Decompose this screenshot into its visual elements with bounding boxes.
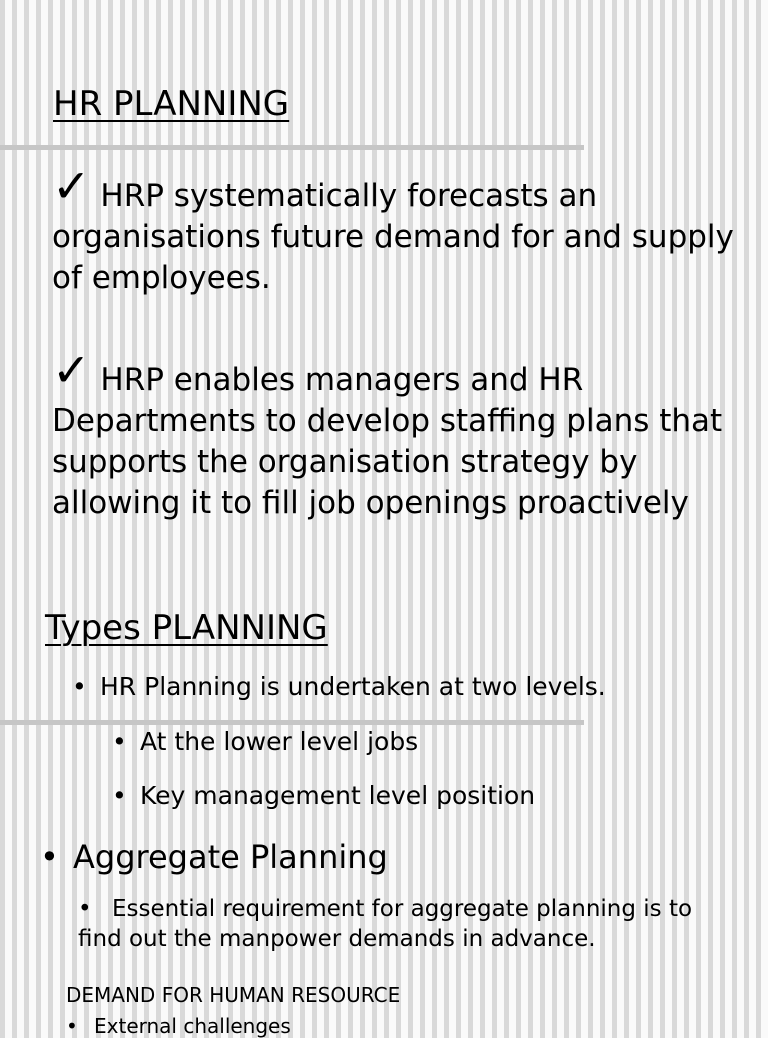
title-divider — [0, 145, 584, 150]
hrp-point-forecast — [52, 159, 752, 299]
title-divider — [0, 720, 584, 725]
slide-types-planning — [0, 576, 768, 1038]
bullet-text: At the lower level jobs — [140, 727, 419, 756]
bullet-icon: • — [78, 896, 92, 922]
bullet-text: HR Planning is undertaken at two levels. — [100, 672, 606, 701]
bullet-aggregate-planning — [40, 838, 388, 876]
point-text: HRP systematically forecasts an organisations future demand for and supply of employees. — [52, 178, 734, 296]
demand-heading: DEMAND FOR HUMAN RESOURCE — [66, 983, 401, 1007]
hrp-point-staffing — [52, 343, 752, 524]
checkmark-icon: ✓ — [52, 159, 91, 213]
bullet-lower-level — [112, 727, 418, 756]
bullet-two-levels — [72, 672, 606, 701]
bullet-text: Aggregate Planning — [73, 838, 388, 876]
aggregate-requirement — [78, 894, 718, 954]
slide-title: HR PLANNING — [53, 84, 290, 124]
checkmark-icon: ✓ — [52, 343, 91, 397]
bullet-key-management — [112, 781, 535, 810]
bullet-icon: • — [112, 727, 127, 756]
bullet-icon: • — [112, 781, 127, 810]
bullet-icon: • — [66, 1014, 78, 1038]
bullet-icon: • — [40, 838, 59, 876]
slide-title: Types PLANNING — [45, 608, 328, 648]
bullet-icon: • — [72, 672, 87, 701]
demand-item-external — [66, 1014, 291, 1038]
bullet-text: External challenges — [94, 1014, 291, 1038]
bullet-text: Key management level position — [140, 781, 536, 810]
point-text: HRP enables managers and HR Departments to develop staffing plans that supports the organisation strategy by allowing it to fill job openings proactively — [52, 362, 723, 521]
bullet-text: Essential requirement for aggregate planning is to find out the manpower demands in advance. — [78, 896, 693, 952]
